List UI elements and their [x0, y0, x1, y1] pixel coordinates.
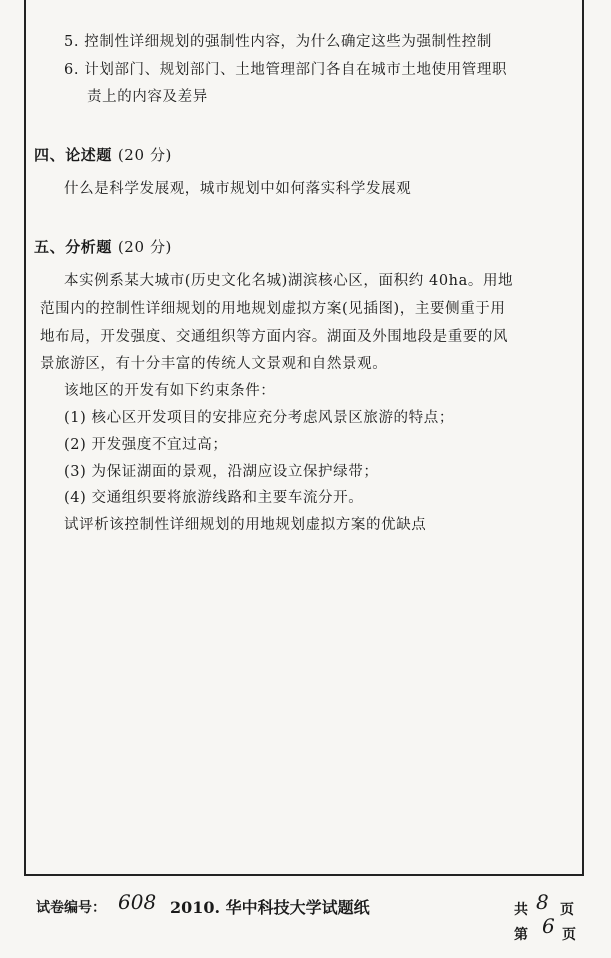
page-number-handwritten: 6: [542, 914, 555, 938]
total-pages-suffix: 页: [560, 902, 574, 918]
question-6-line-2: 责上的内容及差异: [87, 89, 208, 105]
page-number-suffix: 页: [562, 927, 576, 943]
section-5-points: (20 分): [117, 238, 173, 256]
total-pages-handwritten: 8: [536, 890, 549, 914]
section-5-paragraph-line: 地布局，开发强度、交通组织等方面内容。湖面及外围地段是重要的风: [40, 329, 509, 345]
section-5-paragraph-line: 景旅游区，有十分丰富的传统人文景观和自然景观。: [40, 356, 388, 372]
section-5-title: 五、分析题: [34, 238, 113, 256]
total-pages-prefix: 共: [514, 902, 528, 918]
section-5-task: 试评析该控制性详细规划的用地规划虚拟方案的优缺点: [64, 517, 427, 533]
exam-code-handwritten: 608: [118, 890, 157, 914]
section-4-points: (20 分): [117, 146, 173, 164]
question-5: 5. 控制性详细规划的强制性内容，为什么确定这些为强制性控制: [64, 34, 492, 50]
constraint-item: (2) 开发强度不宜过高；: [64, 437, 228, 453]
question-6-line-1: 6. 计划部门、规划部门、土地管理部门各自在城市土地使用管理职: [64, 62, 508, 78]
constraint-item: (1) 核心区开发项目的安排应充分考虑风景区旅游的特点；: [64, 410, 454, 426]
section-5-paragraph-line: 范围内的控制性详细规划的用地规划虚拟方案(见插图)，主要侧重于用: [40, 301, 506, 317]
section-5-paragraph-line: 本实例系某大城市(历史文化名城)湖滨核心区，面积约 40ha。用地: [64, 273, 514, 289]
constraints-intro: 该地区的开发有如下约束条件：: [64, 383, 276, 399]
page-number-prefix: 第: [514, 927, 528, 943]
section-4-question: 什么是科学发展观，城市规划中如何落实科学发展观: [64, 181, 412, 197]
section-4-title: 四、论述题: [34, 146, 113, 164]
exam-code-label: 试卷编号：: [36, 900, 106, 916]
exam-paper-title: 2010. 华中科技大学试题纸: [170, 898, 370, 917]
constraint-item: (4) 交通组织要将旅游线路和主要车流分开。: [64, 490, 364, 506]
constraint-item: (3) 为保证湖面的景观，沿湖应设立保护绿带；: [64, 464, 379, 480]
section-5-heading: [34, 238, 172, 256]
section-4-heading: [34, 146, 172, 164]
